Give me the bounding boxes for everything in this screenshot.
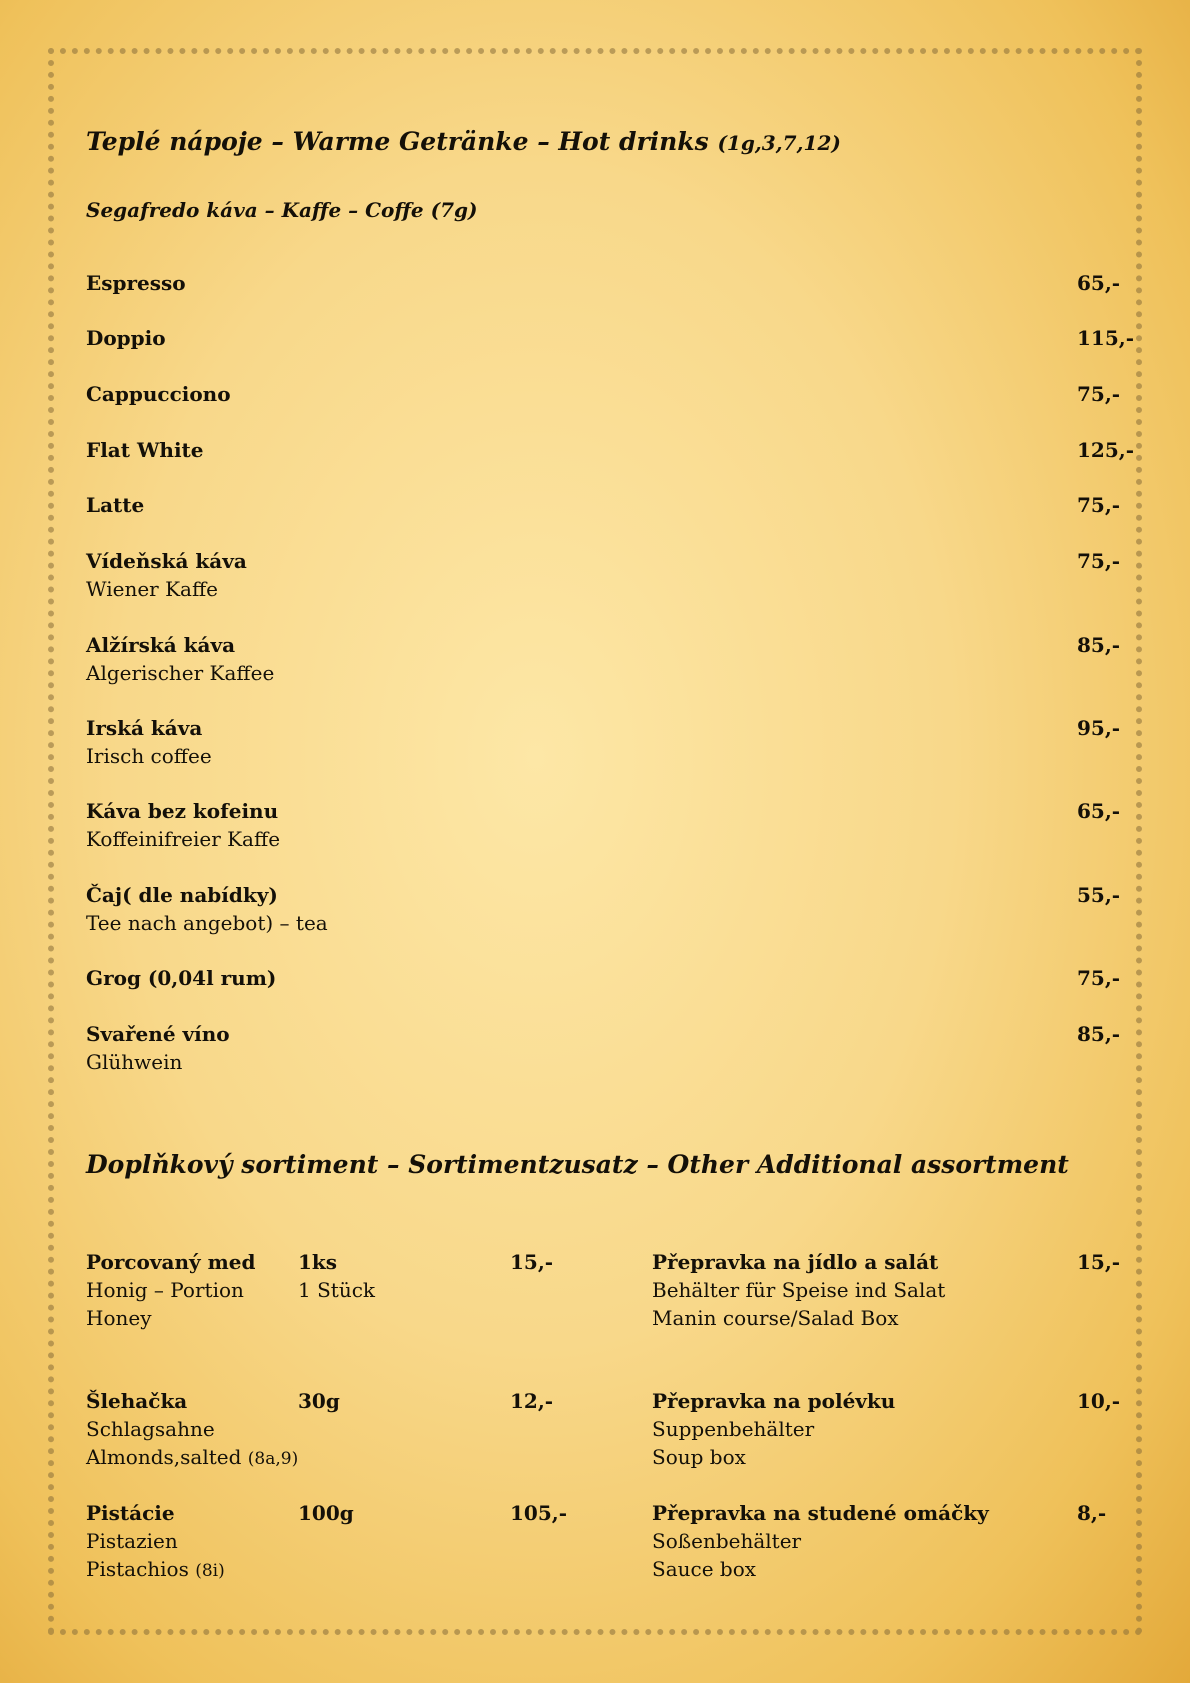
container-item-name: Přepravka na polévku: [652, 1389, 896, 1413]
hot-drinks-title: [86, 127, 841, 156]
item-name: Grog (0,04l rum): [86, 966, 277, 990]
item-price: 125,-: [1077, 438, 1135, 462]
extra-item-price: 12,-: [510, 1389, 554, 1413]
item-name: Irská káva: [86, 716, 203, 740]
item-name: Svařené víno: [86, 1022, 230, 1046]
extra-item-name: Pistácie: [86, 1501, 175, 1525]
container-item-translation: Suppenbehälter: [652, 1417, 815, 1441]
extra-item-translation-en: [86, 1557, 225, 1581]
extra-item-translation: Honig – Portion: [86, 1278, 244, 1302]
item-name: Latte: [86, 493, 145, 517]
extra-item-en-text: Pistachios: [86, 1557, 196, 1581]
item-price: 65,-: [1077, 799, 1121, 823]
item-name: Vídeňská káva: [86, 549, 247, 573]
hot-drinks-allergens: (1g,3,7,12): [717, 131, 841, 155]
container-item-price: 15,-: [1077, 1250, 1121, 1274]
extra-item-en-text: Honey: [86, 1306, 152, 1330]
item-price: 115,-: [1077, 326, 1135, 350]
item-name: Cappucciono: [86, 382, 231, 406]
container-item-name: Přepravka na studené omáčky: [652, 1501, 989, 1525]
extra-item-qty: 1ks: [298, 1250, 338, 1274]
item-price: 55,-: [1077, 883, 1121, 907]
item-price: 75,-: [1077, 493, 1121, 517]
item-name: Čaj( dle nabídky): [86, 883, 278, 907]
container-item-translation-en: Manin course/Salad Box: [652, 1306, 899, 1330]
item-translation: Wiener Kaffe: [86, 577, 218, 601]
extra-item-qty: 100g: [298, 1501, 354, 1525]
item-name: Flat White: [86, 438, 204, 462]
extra-item-price: 105,-: [510, 1501, 568, 1525]
additional-title: Doplňkový sortiment – Sortimentzusatz – Other Additional assortment: [86, 1150, 1069, 1179]
item-price: 85,-: [1077, 1022, 1121, 1046]
item-name: Alžírská káva: [86, 633, 236, 657]
extra-item-name: Porcovaný med: [86, 1250, 256, 1274]
container-item-translation-en: Soup box: [652, 1445, 746, 1469]
item-price: 75,-: [1077, 549, 1121, 573]
extra-item-qty-de: 1 Stück: [298, 1278, 376, 1302]
coffee-subtitle: Segafredo káva – Kaffe – Coffe (7g): [86, 198, 478, 222]
extra-item-translation-en: [86, 1445, 298, 1469]
item-translation: Tee nach angebot) – tea: [86, 911, 328, 935]
extra-item-qty: 30g: [298, 1389, 340, 1413]
item-translation: Algerischer Kaffee: [86, 661, 275, 685]
item-translation: Koffeinifreier Kaffe: [86, 827, 281, 851]
item-price: 85,-: [1077, 633, 1121, 657]
hot-drinks-title-text: Teplé nápoje – Warme Getränke – Hot drinks: [86, 127, 709, 156]
item-name: Doppio: [86, 326, 166, 350]
item-translation: Irisch coffee: [86, 744, 212, 768]
container-item-price: 8,-: [1077, 1501, 1107, 1525]
container-item-translation-en: Sauce box: [652, 1557, 757, 1581]
item-price: 65,-: [1077, 271, 1121, 295]
item-name: Espresso: [86, 271, 186, 295]
container-item-translation: Soßenbehälter: [652, 1529, 802, 1553]
extra-item-allergens: (8i): [195, 1561, 225, 1581]
container-item-price: 10,-: [1077, 1389, 1121, 1413]
extra-item-price: 15,-: [510, 1250, 554, 1274]
container-item-name: Přepravka na jídlo a salát: [652, 1250, 939, 1274]
extra-item-en-text: Almonds,salted: [86, 1445, 248, 1469]
item-price: 75,-: [1077, 966, 1121, 990]
item-name: Káva bez kofeinu: [86, 799, 279, 823]
item-price: 75,-: [1077, 382, 1121, 406]
extra-item-allergens: (8a,9): [247, 1449, 299, 1469]
extra-item-name: Šlehačka: [86, 1389, 188, 1413]
extra-item-translation-en: [86, 1306, 152, 1330]
item-price: 95,-: [1077, 716, 1121, 740]
container-item-translation: Behälter für Speise ind Salat: [652, 1278, 946, 1302]
extra-item-translation: Pistazien: [86, 1529, 178, 1553]
extra-item-translation: Schlagsahne: [86, 1417, 215, 1441]
item-translation: Glühwein: [86, 1050, 183, 1074]
